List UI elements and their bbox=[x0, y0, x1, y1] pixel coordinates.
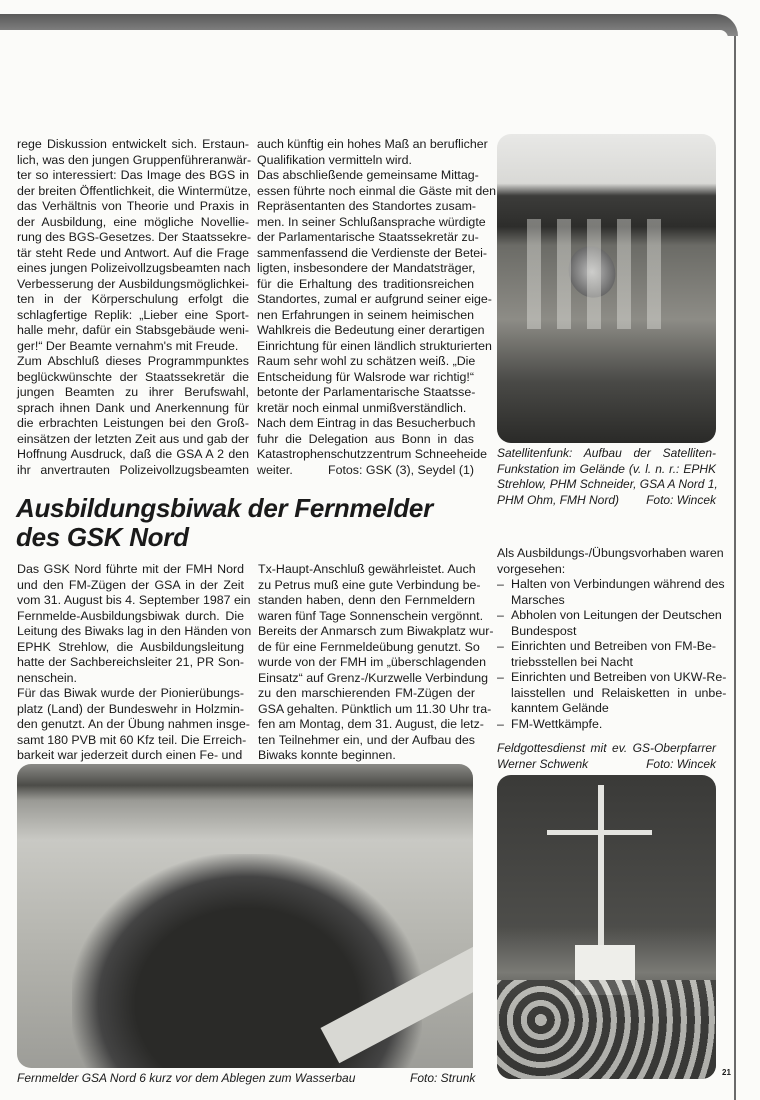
text-line: Strehlow, PHM Schneider, GSA A Nord 1, bbox=[497, 477, 718, 491]
text-line: triebsstellen bei Nacht bbox=[511, 654, 633, 669]
text-line: Leitung des Biwaks lag in den Händen von bbox=[17, 624, 252, 638]
text-line: kanntem Gelände bbox=[511, 701, 609, 715]
text-line: und den FM-Zügen der GSA in der Zeit bbox=[17, 577, 244, 592]
text-line: tär steht Rede und Antwort. Auf die Frage bbox=[17, 245, 249, 260]
text-line: rung des BGS-Gesetzes. Der Staatssekre- bbox=[17, 230, 252, 244]
text-line: Katastrophenschutzzentrum Schneeheide bbox=[257, 447, 488, 461]
text-line: fen am Montag, dem 31. August, die letz- bbox=[258, 717, 484, 731]
page-number: 21 bbox=[722, 1068, 731, 1077]
text-line: den genutzt. An der Übung nahmen insge- bbox=[17, 717, 250, 731]
dash-bullet: – bbox=[497, 577, 504, 591]
photo-credit: Fotos: GSK (3), Seydel (1) bbox=[328, 462, 474, 477]
text-line: Wahlkreis die Bedeutung einer derartigen bbox=[257, 323, 485, 337]
text-line: Einrichten und Betreiben von UKW-Re- bbox=[511, 670, 727, 684]
text-line: Abholen von Leitungen der Deutschen bbox=[511, 608, 722, 622]
text-line: Bereits der Anmarsch zum Biwakplatz wur- bbox=[258, 624, 494, 638]
dash-bullet: – bbox=[497, 716, 504, 731]
top-article-column-1 bbox=[17, 137, 252, 478]
photo-credit: Foto: Strunk bbox=[410, 1071, 476, 1085]
congregation bbox=[497, 980, 716, 1079]
text-line: nen Erfahrungen in seinem heimischen bbox=[257, 307, 474, 322]
headline-line-2: des GSK Nord bbox=[16, 522, 189, 552]
text-line: ihr anvertrauten Polizeivollzugsbeamten bbox=[17, 462, 249, 477]
people-figures bbox=[527, 219, 677, 329]
cross-horizontal bbox=[547, 830, 652, 835]
text-line: Hoffnung Ausdruck, daß die GSA A 2 den bbox=[17, 447, 249, 461]
text-line: einsätzen der letzten Zeit aus und gab der bbox=[17, 431, 249, 446]
caption-line: Werner Schwenk bbox=[497, 756, 589, 771]
text-line: Bundespost bbox=[511, 623, 577, 638]
text-line: Qualifikation vermitteln wird. bbox=[257, 152, 412, 167]
text-line: betonte der Parlamentarische Staatsse- bbox=[257, 385, 476, 399]
text-line: eines jungen Polizeivollzugsbeamten nach bbox=[17, 261, 251, 275]
text-line: Marsches bbox=[511, 592, 565, 607]
text-line: laisstellen und Relaisketten in unbe- bbox=[511, 685, 727, 700]
text-line: ger!“ Der Beamte vernahm's mit Freude. bbox=[17, 338, 239, 353]
article-column-1 bbox=[17, 562, 252, 764]
text-line: sammenfassend die Verdienste der Betei- bbox=[257, 245, 488, 260]
text-line: ten in der Körperschulung erfolgt die bbox=[17, 292, 249, 306]
text-line: sprach ihnen Dank und Anerkennung für bbox=[17, 400, 249, 415]
list-item bbox=[497, 670, 727, 717]
text-line: ter so interessiert: Das Image des BGS in bbox=[17, 168, 249, 182]
text-line: vom 31. August bis 4. September 1987 ein bbox=[17, 593, 251, 607]
text-line: ligten, insbesondere der Mandatsträger, bbox=[257, 261, 476, 275]
cross-vertical bbox=[598, 785, 604, 945]
text-line: wurde von der FMH im „überschlagenden bbox=[258, 655, 486, 669]
text-line: vorgesehen: bbox=[497, 561, 566, 576]
list-item bbox=[497, 639, 716, 670]
text-line: Zum Abschluß dieses Programmpunktes bbox=[17, 354, 249, 368]
text-line: Einrichten und Betreiben von FM-Be- bbox=[511, 639, 716, 653]
text-line: lich, was den jungen Gruppenführeranwär- bbox=[17, 152, 252, 167]
list-item bbox=[497, 608, 722, 639]
text-line: jungen Beamten zu ihrer Berufswahl, bbox=[17, 385, 249, 399]
photo-credit: Foto: Wincek bbox=[646, 756, 716, 771]
exercise-list bbox=[497, 577, 727, 732]
text-line: standen haben, denn den Fernmeldern bbox=[258, 593, 475, 607]
photo-credit: Foto: Wincek bbox=[646, 492, 716, 507]
text-line: Nach dem Eintrag in das Besucherbuch bbox=[257, 416, 476, 430]
boat-photo bbox=[17, 764, 473, 1068]
chapel-photo-caption bbox=[497, 741, 716, 772]
article-column-2 bbox=[258, 562, 494, 764]
text-line: men. In seiner Schlußansprache würdigte bbox=[257, 214, 486, 229]
dash-bullet: – bbox=[497, 639, 504, 653]
boat-photo-caption bbox=[17, 1071, 477, 1087]
caption-text: Fernmelder GSA Nord 6 kurz vor dem Ablegen zum Wasserbau bbox=[17, 1071, 356, 1085]
text-line: Halten von Verbindungen während des bbox=[511, 577, 725, 591]
text-line: Raum sehr wohl zu schätzen weiß. „Die bbox=[257, 354, 476, 368]
caption-line: Feldgottesdienst mit ev. GS-Oberpfarrer bbox=[497, 741, 716, 755]
text-line: waren fünf Tage Sonnenschein vergönnt. bbox=[258, 608, 484, 623]
text-line: Repräsentanten des Standortes zusam- bbox=[257, 199, 477, 213]
article-column-3 bbox=[497, 546, 727, 732]
text-line: Standortes, zumal er aufgrund seiner eige- bbox=[257, 292, 492, 306]
text-line: Einsatz“ auf Grenz-/Kurzwelle Verbindung bbox=[258, 670, 489, 685]
text-line: Tx-Haupt-Anschluß gewährleistet. Auch bbox=[258, 562, 476, 576]
text-line: der Ausbildung, eine mögliche Novellie- bbox=[17, 214, 249, 229]
text-line: der breiten Öffentlichkeit, die Wintermütze, bbox=[17, 183, 251, 198]
text-line: für die Erhaltung des traditionsreichen bbox=[257, 276, 474, 291]
text-line: EPHK Strehlow, die Ausbildungsleitung bbox=[17, 639, 244, 654]
text-line: die erbrachten Leistungen bei den Groß- bbox=[17, 416, 249, 430]
text-line: GSA gehalten. Pünktlich um 11.30 Uhr tra- bbox=[258, 701, 492, 716]
text-line: Verbesserung der Ausbildungsmöglichkei- bbox=[17, 276, 249, 291]
last-line bbox=[257, 463, 474, 479]
text-line: schlagfertige Replik: „Lieber eine Sport- bbox=[17, 307, 249, 322]
text-line: Fernmelde-Ausbildungsbiwak durch. Die bbox=[17, 608, 244, 623]
top-article-column-2 bbox=[257, 137, 496, 478]
text-line: hatte der Sachbereichsleiter 21, PR Son- bbox=[17, 655, 244, 669]
text-line: Einrichtung für einen ländlich strukturierten bbox=[257, 338, 492, 353]
list-item-text bbox=[511, 608, 722, 639]
text-line: auch künftig ein hohes Maß an beruflicher bbox=[257, 137, 488, 151]
headline-line-1: Ausbildungsbiwak der Fernmelder bbox=[16, 493, 433, 523]
text-line: Für das Biwak wurde der Pionierübungs- bbox=[17, 686, 244, 700]
text-line: barkeit war jederzeit durch einen Fe- und bbox=[17, 748, 243, 762]
text-line: Als Ausbildungs-/Übungsvorhaben waren bbox=[497, 546, 724, 560]
text-line: weiter. bbox=[257, 462, 293, 477]
text-line: Biwaks konnte beginnen. bbox=[258, 748, 396, 762]
page-edge-rule bbox=[734, 36, 736, 1100]
text-line: Funkstation im Gelände (v. l. n. r.: EPHK bbox=[497, 461, 716, 476]
text-line: zu den marschierenden FM-Zügen der bbox=[258, 686, 475, 700]
text-line: FM-Wettkämpfe. bbox=[511, 716, 603, 731]
text-line: fuhr die Delegation aus Bonn in das bbox=[257, 431, 474, 446]
dash-bullet: – bbox=[497, 670, 504, 684]
list-item-text bbox=[511, 670, 726, 717]
text-line: platz (Land) der Bundeswehr in Holzmin- bbox=[17, 701, 244, 716]
text-line: zu Petrus muß eine gute Verbindung be- bbox=[258, 577, 481, 592]
caption-last-line bbox=[497, 493, 716, 509]
text-line: Das GSK Nord führte mit der FMH Nord bbox=[17, 562, 244, 576]
text-line: das Verhältnis von Theorie und Praxis in bbox=[17, 199, 249, 213]
text-line: samt 180 PVB mit 60 Kfz teil. Die Erreich- bbox=[17, 732, 247, 747]
list-item bbox=[497, 717, 716, 733]
list-item-text bbox=[511, 577, 725, 608]
header-band-inner bbox=[0, 30, 728, 38]
satellite-photo-caption bbox=[497, 446, 716, 508]
list-item bbox=[497, 577, 725, 608]
article-headline bbox=[16, 494, 433, 552]
text-line: kretär noch einmal unmißverständlich. bbox=[257, 400, 467, 415]
field-service-photo bbox=[497, 775, 716, 1079]
dash-bullet: – bbox=[497, 608, 504, 622]
text-line: halle mehr, dafür ein Stabsgebäude weni- bbox=[17, 323, 249, 337]
text-line: Entscheidung für Walsrode war richtig!“ bbox=[257, 369, 474, 384]
text-line: ten Teilnehmer ein, und der Aufbau des bbox=[258, 732, 475, 747]
text-line: der Parlamentarische Staatssekretär zu- bbox=[257, 230, 479, 244]
text-line: beglückwünschte der Staatssekretär die bbox=[17, 369, 249, 384]
text-line: nenschein. bbox=[17, 670, 77, 685]
text-line: Satellitenfunk: Aufbau der Satelliten- bbox=[497, 446, 716, 460]
text-line: rege Diskussion entwickelt sich. Erstaun- bbox=[17, 137, 249, 151]
list-item-text bbox=[511, 639, 716, 670]
text-line: de für eine Fernmeldeübung genutzt. So bbox=[258, 639, 480, 654]
list-item-text bbox=[511, 717, 716, 733]
text-line: essen führte noch einmal die Gäste mit den bbox=[257, 183, 496, 198]
satellite-station-photo bbox=[497, 134, 716, 443]
caption-line: PHM Ohm, FMH Nord) bbox=[497, 492, 620, 507]
text-line: Das abschließende gemeinsame Mittag- bbox=[257, 168, 479, 182]
